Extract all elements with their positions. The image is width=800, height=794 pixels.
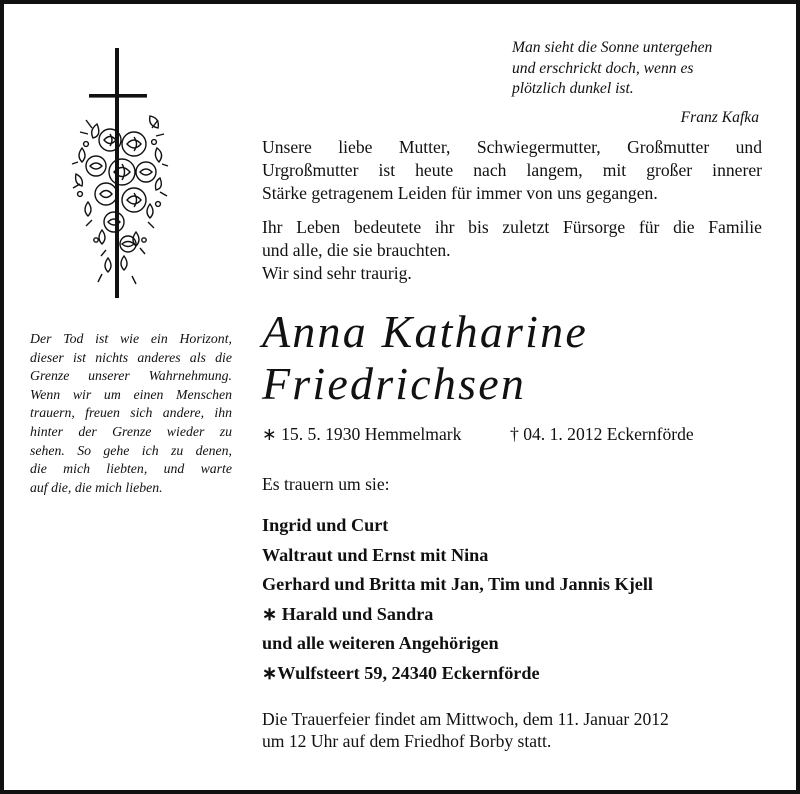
mourner-entry: Ingrid und Curt	[262, 515, 389, 535]
mourner-entry: ∗ Harald und Sandra	[262, 603, 434, 624]
intro-line: Wir sind sehr traurig.	[262, 263, 412, 283]
deceased-surname: Friedrichsen	[262, 358, 527, 409]
service-line: Die Trauerfeier findet am Mittwoch, dem 11. Januar 2012	[262, 709, 669, 729]
quote-line: Man sieht die Sonne untergehen	[512, 39, 713, 56]
mourner-entry: Gerhard und Britta mit Jan, Tim und Jannis Kjell	[262, 574, 653, 595]
birth-date: ∗ 15. 5. 1930 Hemmelmark	[262, 424, 462, 444]
mourners-list	[262, 511, 772, 689]
deceased-name	[262, 306, 782, 410]
service-line: um 12 Uhr auf dem Friedhof Borby statt.	[262, 731, 552, 751]
quote-author: Franz Kafka	[680, 108, 759, 126]
quote-line: und erschrickt doch, wenn es	[512, 59, 694, 77]
intro-line: Unsere liebe Mutter, Schwiegermutter, Großmutter und	[262, 137, 762, 157]
poem-line: die mich liebten, und warte	[30, 461, 232, 477]
funeral-service-info	[262, 708, 762, 752]
poem-line: hinter der Grenze wieder zu	[30, 423, 232, 439]
cross-with-roses-icon	[62, 44, 172, 302]
intro-paragraph-2	[262, 216, 762, 262]
death-date: † 04. 1. 2012 Eckernförde	[510, 424, 694, 444]
mourner-address: ∗Wulfsteert 59, 24340 Eckernförde	[262, 662, 540, 683]
intro-line: Stärke getragenem Leiden für immer von uns gegangen.	[262, 183, 658, 203]
intro-paragraph-1	[262, 136, 762, 205]
intro-line: Ihr Leben bedeutete ihr bis zuletzt Fürsorge für die Familie	[262, 217, 762, 237]
poem-line: dieser ist nichts anderes als die	[30, 349, 232, 365]
poem-line: auf die, die mich lieben.	[30, 479, 163, 495]
poem-line: sehen. So gehe ich zu denen,	[30, 442, 232, 458]
deceased-first-names: Anna Katharine	[262, 306, 588, 357]
intro-line: Urgroßmutter ist heute nach langem, mit großer innerer	[262, 160, 762, 180]
intro-line: und alle, die sie brauchten.	[262, 240, 451, 260]
mourners-intro: Es trauern um sie:	[262, 474, 390, 494]
kafka-quote	[512, 38, 762, 128]
poem-line: Der Tod ist wie ein Horizont,	[30, 331, 232, 346]
intro-paragraph-3	[262, 262, 762, 285]
horizon-poem	[30, 330, 232, 497]
mourner-entry: und alle weiteren Angehörigen	[262, 633, 499, 654]
poem-line: trauern, freuen sich andere, ihn	[30, 405, 232, 421]
poem-line: Grenze unserer Wahrnehmung.	[30, 368, 232, 384]
poem-line: Wenn wir um einen Menschen	[30, 386, 232, 402]
quote-line: plötzlich dunkel ist.	[512, 80, 634, 97]
mourner-entry: Waltraut und Ernst mit Nina	[262, 544, 489, 565]
intro-text	[262, 136, 762, 285]
